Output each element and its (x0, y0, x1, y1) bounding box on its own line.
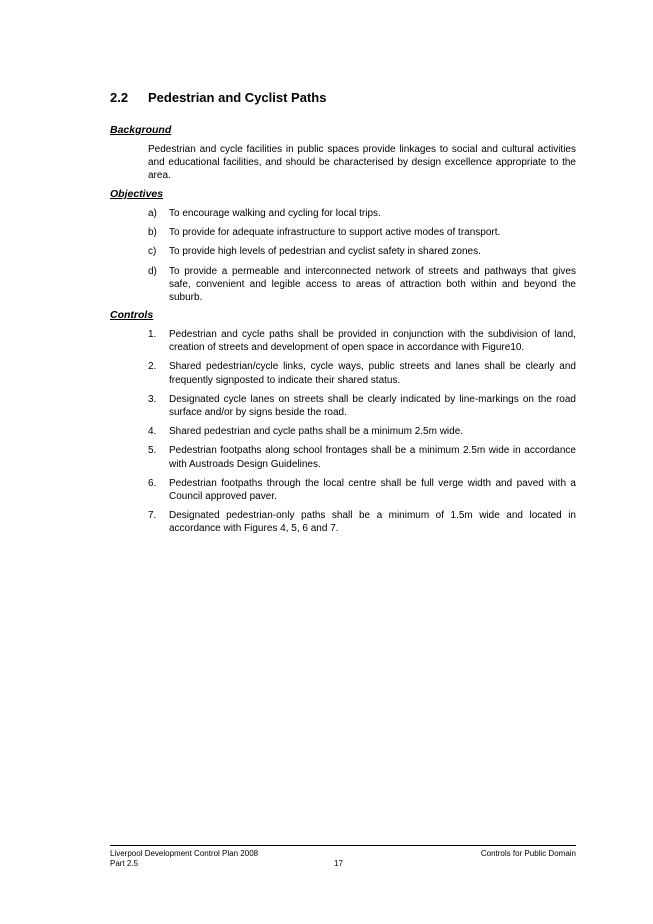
list-marker: a) (148, 208, 157, 219)
section-number: 2.2 (110, 90, 129, 105)
control-item (148, 509, 576, 535)
list-marker: 1. (148, 329, 157, 340)
control-item (148, 328, 576, 354)
objectives-heading: Objectives (110, 188, 164, 200)
list-marker: 4. (148, 426, 157, 438)
list-item-text: To provide for adequate infrastructure to support active modes of transport. (169, 227, 501, 239)
objective-item (148, 265, 576, 305)
objective-item (148, 226, 576, 239)
objective-item (148, 207, 576, 220)
footer-part: Part 2.5 (110, 859, 139, 868)
objective-item (148, 245, 576, 258)
list-item-text: To provide a permeable and interconnected network of streets and pathways that gives safe, convenient and legible access to areas of attraction both within and beyond the suburb. (169, 265, 576, 304)
page-number: 17 (334, 859, 343, 868)
list-marker: 2. (148, 361, 157, 373)
objectives-list (148, 207, 576, 310)
background-paragraph: Pedestrian and cycle facilities in public spaces provide linkages to social and cultural activities and educational facilities, and should be characterised by design excellence appropriate to the area. (148, 144, 576, 182)
list-item-text: Pedestrian footpaths along school frontages shall be a minimum 2.5m wide in accordance with Austroads Design Guidelines. (169, 445, 576, 470)
list-item-text: Pedestrian and cycle paths shall be provided in conjunction with the subdivision of land, creation of streets and development of open space in accordance with Figure10. (169, 329, 576, 354)
footer-divider (110, 845, 576, 846)
list-item-text: Pedestrian footpaths through the local centre shall be full verge width and paved with a Council approved paver. (169, 477, 576, 503)
list-item-text: Designated cycle lanes on streets shall be clearly indicated by line-markings on the road surface and/or by signs beside the road. (169, 393, 576, 419)
list-marker: 7. (148, 510, 157, 522)
list-marker: 3. (148, 393, 157, 405)
control-item (148, 425, 576, 438)
controls-heading: Controls (110, 309, 154, 321)
list-item-text: Designated pedestrian-only paths shall be a minimum of 1.5m wide and located in accordance with Figures 4, 5, 6 and 7. (169, 510, 576, 535)
section-title: Pedestrian and Cyclist Paths (148, 90, 327, 105)
control-item (148, 477, 576, 503)
background-heading: Background (110, 124, 172, 136)
list-marker: b) (148, 227, 157, 239)
list-item-text: Shared pedestrian/cycle links, cycle ways, public streets and lanes shall be clearly and frequently signposted to indicate their shared status. (169, 361, 576, 386)
footer-section-title: Controls for Public Domain (480, 849, 576, 858)
list-marker: 5. (148, 445, 157, 457)
list-marker: 6. (148, 477, 157, 489)
footer-document-title: Liverpool Development Control Plan 2008 (110, 849, 259, 858)
control-item (148, 444, 576, 470)
controls-list (148, 328, 576, 542)
list-item-text: To encourage walking and cycling for local trips. (169, 208, 381, 219)
list-item-text: Shared pedestrian and cycle paths shall be a minimum 2.5m wide. (169, 426, 464, 438)
list-marker: d) (148, 265, 157, 277)
control-item (148, 393, 576, 419)
control-item (148, 360, 576, 386)
section-heading (110, 90, 326, 105)
list-item-text: To provide high levels of pedestrian and cyclist safety in shared zones. (169, 246, 481, 258)
list-marker: c) (148, 246, 157, 258)
